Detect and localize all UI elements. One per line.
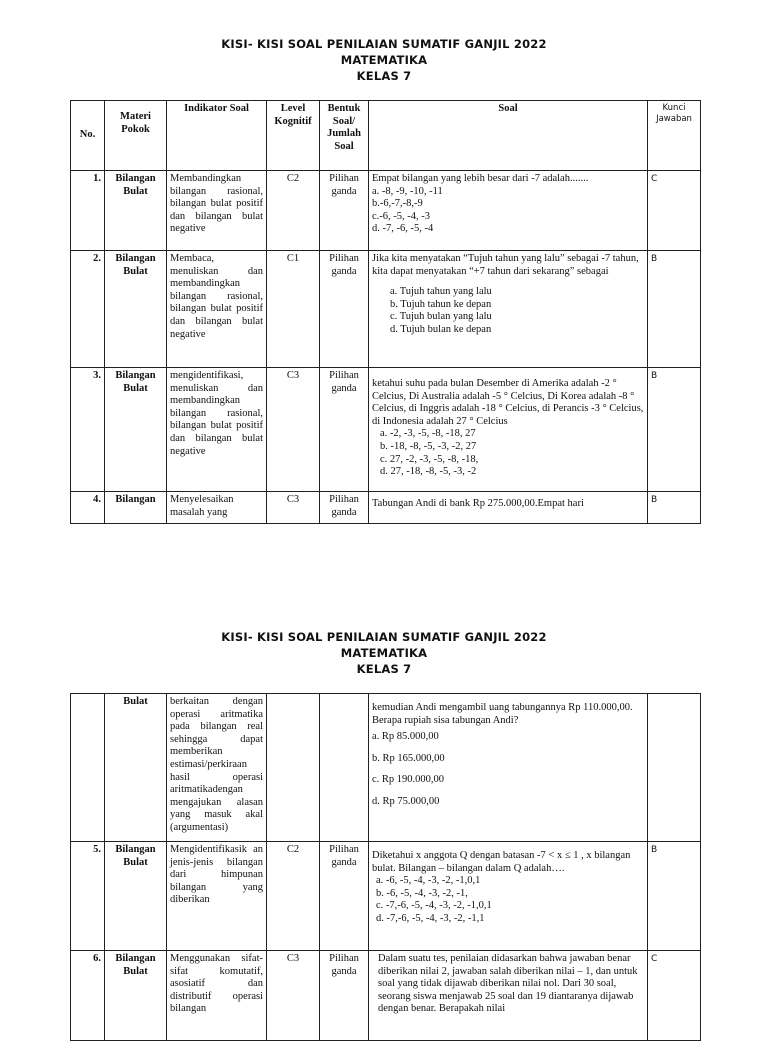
table-row <box>71 368 701 492</box>
row-number: 5. <box>71 842 105 951</box>
row-bentuk <box>320 694 369 842</box>
row-number: 4. <box>71 492 105 524</box>
row-level: C3 <box>267 492 320 524</box>
row-number <box>71 694 105 842</box>
doc-class: KELAS 7 <box>356 69 412 83</box>
row-kunci: B <box>648 368 701 492</box>
row-materi: Bilangan Bulat <box>105 251 167 368</box>
option: b. Tujuh tahun ke depan <box>390 298 492 310</box>
table-row <box>71 842 701 951</box>
row-bentuk: Pilihan ganda <box>320 368 369 492</box>
option: d. -7, -6, -5, -4 <box>372 223 434 235</box>
row-level: C1 <box>267 251 320 368</box>
row-number: 2. <box>71 251 105 368</box>
row-soal <box>369 171 648 251</box>
option: a. Rp 85.000,00 <box>372 731 439 743</box>
option: c. -7,-6, -5, -4, -3, -2, -1,0,1 <box>376 900 492 912</box>
row-soal <box>369 492 648 524</box>
row-materi: Bilangan <box>105 492 167 524</box>
row-materi: Bilangan Bulat <box>105 842 167 951</box>
question-text: Jika kita menyatakan “Tujuh tahun yang lalu” sebagai -7 tahun, kita dapat menyatakan “+7 tahun dari sekarang” sebagai <box>372 253 639 277</box>
col-no: No. <box>71 101 105 171</box>
row-number: 6. <box>71 951 105 1041</box>
question-text: Empat bilangan yang lebih besar dari -7 adalah....... <box>372 173 589 184</box>
option: b. -6, -5, -4, -3, -2, -1, <box>376 887 468 899</box>
col-level: Level Kognitif <box>267 101 320 171</box>
option: b. Rp 165.000,00 <box>372 752 445 764</box>
row-bentuk: Pilihan ganda <box>320 951 369 1041</box>
row-indikator: Membaca, menuliskan dan membandingkan bilangan rasional, bilangan bulat positif dan bilangan bulat negative <box>167 251 267 368</box>
option: b. -18, -8, -5, -3, -2, 27 <box>380 440 477 452</box>
option: b.-6,-7,-8,-9 <box>372 198 423 210</box>
kisi-kisi-table-page2 <box>70 693 701 1041</box>
row-number: 1. <box>71 171 105 251</box>
row-indikator: Membandingkan bilangan rasional, bilangan bulat positif dan bilangan bulat negative <box>167 171 267 251</box>
row-bentuk: Pilihan ganda <box>320 171 369 251</box>
row-materi: Bilangan Bulat <box>105 368 167 492</box>
col-indikator: Indikator Soal <box>167 101 267 171</box>
row-kunci: C <box>648 951 701 1041</box>
row-bentuk: Pilihan ganda <box>320 492 369 524</box>
col-bentuk: Bentuk Soal/ Jumlah Soal <box>320 101 369 171</box>
doc-class: KELAS 7 <box>356 662 412 676</box>
row-materi: Bilangan Bulat <box>105 951 167 1041</box>
row-kunci <box>648 694 701 842</box>
doc-title: KISI- KISI SOAL PENILAIAN SUMATIF GANJIL 2022 <box>221 630 547 644</box>
row-soal <box>369 842 648 951</box>
row-materi: Bilangan Bulat <box>105 171 167 251</box>
option: d. Rp 75.000,00 <box>372 795 440 807</box>
table-row <box>71 251 701 368</box>
doc-subject: MATEMATIKA <box>340 53 428 67</box>
page1-header <box>0 36 768 84</box>
option: d. 27, -18, -8, -5, -3, -2 <box>380 466 477 478</box>
question-text: Diketahui x anggota Q dengan batasan -7 < x ≤ 1 , x bilangan bulat. Bilangan – bilangan dalam Q adalah…. <box>372 850 631 874</box>
doc-title: KISI- KISI SOAL PENILAIAN SUMATIF GANJIL 2022 <box>221 37 547 51</box>
row-level: C3 <box>267 951 320 1041</box>
row-soal <box>369 251 648 368</box>
row-level <box>267 694 320 842</box>
question-text: kemudian Andi mengambil uang tabungannya Rp 110.000,00. Berapa rupiah sisa tabungan Andi? <box>372 702 633 726</box>
option: a. Tujuh tahun yang lalu <box>390 286 492 298</box>
col-materi: Materi Pokok <box>105 101 167 171</box>
table-row-continuation <box>71 694 701 842</box>
row-kunci: B <box>648 842 701 951</box>
row-kunci: C <box>648 171 701 251</box>
option: c.-6, -5, -4, -3 <box>372 210 431 222</box>
row-kunci: B <box>648 251 701 368</box>
page2-header <box>0 629 768 677</box>
option: c. 27, -2, -3, -5, -8, -18, <box>380 453 479 465</box>
row-materi: Bulat <box>105 694 167 842</box>
col-kunci: Kunci Jawaban <box>648 101 701 171</box>
option: c. Rp 190.000,00 <box>372 774 445 786</box>
row-kunci: B <box>648 492 701 524</box>
option: a. -8, -9, -10, -11 <box>372 185 443 197</box>
question-text: Tabungan Andi di bank Rp 275.000,00.Empat hari <box>372 498 584 509</box>
table-row <box>71 492 701 524</box>
col-soal: Soal <box>369 101 648 171</box>
kisi-kisi-table-page1 <box>70 100 701 524</box>
table-row <box>71 951 701 1041</box>
row-indikator: Menggunakan sifat-sifat komutatif, asosiatif dan distributif operasi bilangan <box>167 951 267 1041</box>
option: a. -2, -3, -5, -8, -18, 27 <box>380 428 476 440</box>
option: a. -6, -5, -4, -3, -2, -1,0,1 <box>376 875 481 887</box>
table-row <box>71 171 701 251</box>
row-indikator: mengidentifikasi, menuliskan dan membandingkan bilangan rasional, bilangan bulat positif dan bilangan bulat negative <box>167 368 267 492</box>
option: d. -7,-6, -5, -4, -3, -2, -1,1 <box>376 912 485 924</box>
row-soal <box>369 951 648 1041</box>
row-indikator: berkaitan dengan operasi aritmatika pada bilangan real sehingga dapat memberikan estimasi/perkiraan hasil operasi aritmatikadengan mengajukan alasan yang masuk akal (argumentasi) <box>167 694 267 842</box>
row-indikator: Mengidentifikasik an jenis-jenis bilangan dari himpunan bilangan yang diberikan <box>167 842 267 951</box>
row-soal <box>369 368 648 492</box>
row-level: C2 <box>267 171 320 251</box>
row-level: C2 <box>267 842 320 951</box>
table-header-row <box>71 101 701 171</box>
question-text: Dalam suatu tes, penilaian didasarkan bahwa jawaban benar diberikan nilai 2, jawaban salah diberikan nilai – 1, dan untuk soal yang tidak dijawab diberikan nilai nol. Dari 30 soal, seorang siswa menjawab 25 soal dan 19 diantaranya dijawab dengan benar. Berapakah nilai <box>378 953 638 1015</box>
row-number: 3. <box>71 368 105 492</box>
doc-subject: MATEMATIKA <box>340 646 428 660</box>
row-bentuk: Pilihan ganda <box>320 842 369 951</box>
row-bentuk: Pilihan ganda <box>320 251 369 368</box>
option: c. Tujuh bulan yang lalu <box>390 311 492 323</box>
option: d. Tujuh bulan ke depan <box>390 323 492 335</box>
row-soal <box>369 694 648 842</box>
row-indikator: Menyelesaikan masalah yang <box>167 492 267 524</box>
row-level: C3 <box>267 368 320 492</box>
question-text: ketahui suhu pada bulan Desember di Amerika adalah -2 ° Celcius, Di Australia adalah -5 ° Celcius, Di Korea adalah -8 ° Celcius, di Inggris adalah -18 ° Celcius, di Perancis -3 ° Celcius, di Indonesia adalah 27 ° Celcius <box>372 378 644 427</box>
